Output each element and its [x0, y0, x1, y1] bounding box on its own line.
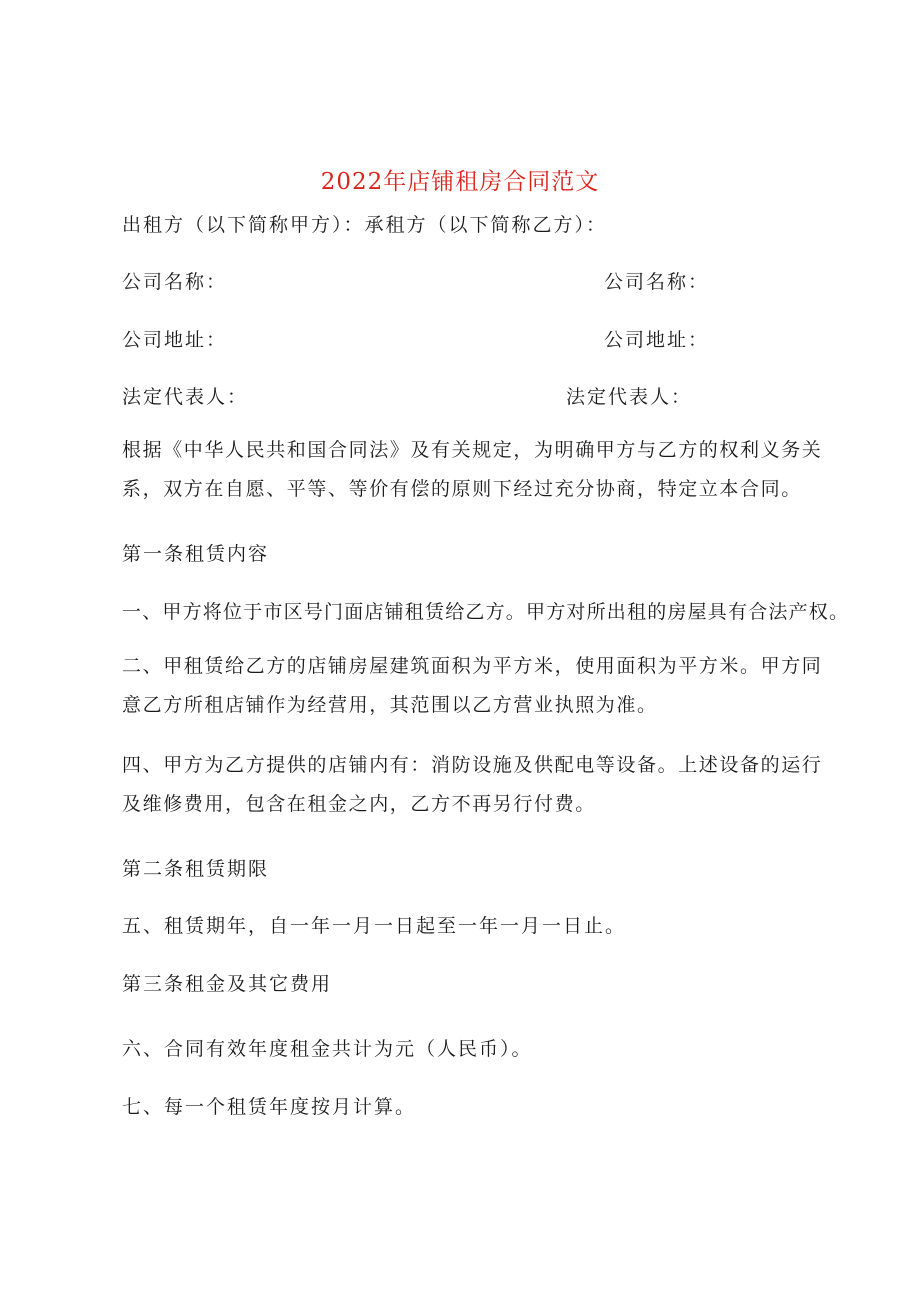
- preamble-paragraph: [122, 431, 844, 509]
- clause-2-paragraph: [122, 647, 840, 725]
- clause-4: 四、甲方为乙方提供的店铺内有：消防设施及供配电等设备。上述设备的运行及维修费用，包含在租金之内，乙方不再另行付费。: [122, 754, 823, 815]
- party-b-company-name: 公司名称：: [604, 271, 710, 293]
- clause-7: 七、每一个租赁年度按月计算。: [122, 1096, 417, 1118]
- clause-6: 六、合同有效年度租金共计为元（人民币）。: [122, 1038, 533, 1060]
- article-3-heading: 第三条租金及其它费用: [122, 973, 333, 995]
- clause-4-paragraph: [122, 746, 840, 824]
- party-a-legal-rep: 法定代表人：: [122, 386, 249, 408]
- preamble-text: 根据《中华人民共和国合同法》及有关规定，为明确甲方与乙方的权利义务关系，双方在自愿、平等、等价有偿的原则下经过充分协商，特定立本合同。: [122, 439, 823, 500]
- clause-2: 二、甲租赁给乙方的店铺房屋建筑面积为平方米，使用面积为平方米。甲方同意乙方所租店铺作为经营用，其范围以乙方营业执照为准。: [122, 655, 823, 716]
- parties-line: 出租方（以下简称甲方）：承租方（以下简称乙方）：: [122, 214, 608, 236]
- article-2-heading: 第二条租赁期限: [122, 858, 270, 880]
- party-a-company-address: 公司地址：: [122, 329, 228, 351]
- article-1-heading: 第一条租赁内容: [122, 543, 270, 565]
- party-b-legal-rep: 法定代表人：: [566, 386, 693, 408]
- party-a-company-name: 公司名称：: [122, 271, 228, 293]
- party-b-company-address: 公司地址：: [604, 329, 710, 351]
- clause-1: 一、甲方将位于市区号门面店铺租赁给乙方。甲方对所出租的房屋具有合法产权。: [122, 601, 850, 623]
- clause-5: 五、租赁期年，自一年一月一日起至一年一月一日止。: [122, 915, 627, 937]
- document-title: 2022年店铺租房合同范文: [320, 169, 600, 195]
